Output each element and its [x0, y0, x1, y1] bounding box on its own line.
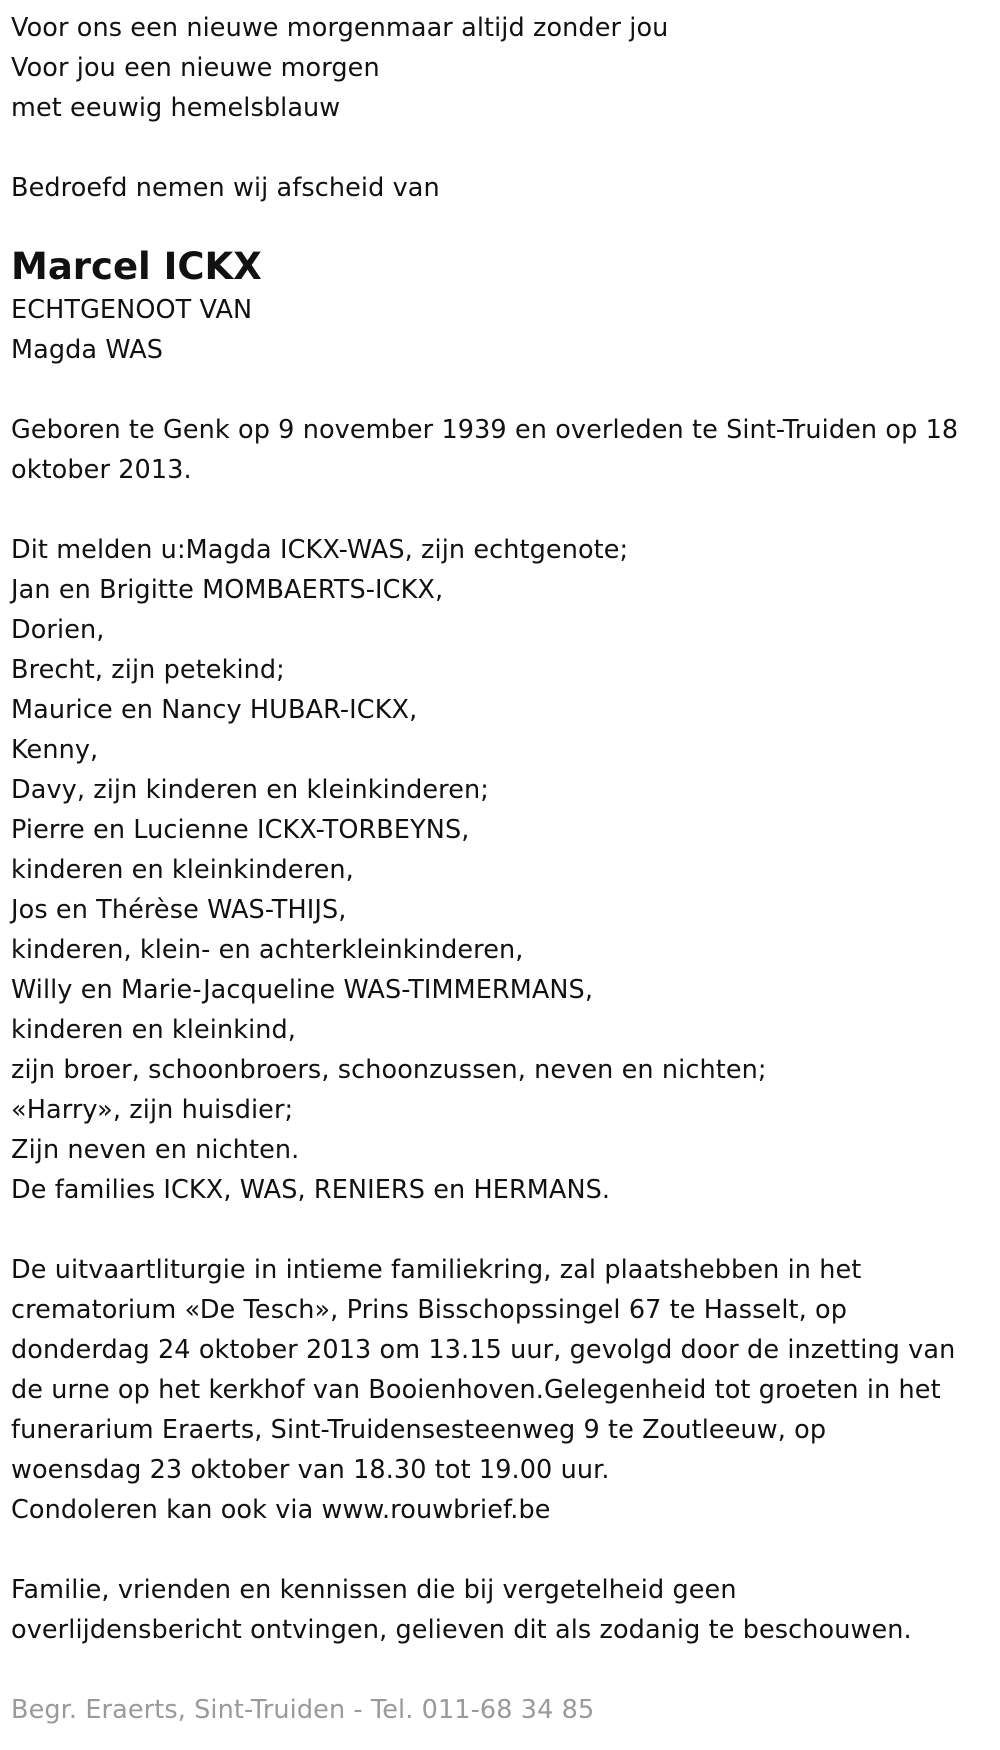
intro-text: Bedroefd nemen wij afscheid van — [11, 173, 440, 203]
family-line: «Harry», zijn huisdier; — [11, 1095, 294, 1125]
ceremony-line: De uitvaartliturgie in intieme familiekring, zal plaatshebben in het — [11, 1255, 862, 1285]
condolence-line: Condoleren kan ook via www.rouwbrief.be — [11, 1495, 551, 1525]
notice-text — [11, 1570, 989, 1650]
family-line: Willy en Marie-Jacqueline WAS-TIMMERMANS, — [11, 975, 594, 1005]
poem-line-2: Voor jou een nieuwe morgen — [11, 53, 380, 83]
spacer — [11, 1530, 989, 1570]
ceremony-line: woensdag 23 oktober van 18.30 tot 19.00 uur. — [11, 1455, 610, 1485]
poem — [11, 8, 989, 128]
ceremony-line: funerarium Eraerts, Sint-Truidensesteenweg 9 te Zoutleeuw, op — [11, 1415, 827, 1445]
family-line: kinderen en kleinkind, — [11, 1015, 297, 1045]
family-line: Maurice en Nancy HUBAR-ICKX, — [11, 695, 418, 725]
spacer — [11, 370, 989, 410]
family-line: Kenny, — [11, 735, 99, 765]
ceremony-line: de urne op het kerkhof van Booienhoven.Gelegenheid tot groeten in het — [11, 1375, 941, 1405]
family-line: Dorien, — [11, 615, 105, 645]
poem-line-1: Voor ons een nieuwe morgenmaar altijd zonder jou — [11, 13, 669, 43]
deceased-block — [11, 244, 989, 370]
family-line: Jan en Brigitte MOMBAERTS-ICKX, — [11, 575, 444, 605]
notice-line-2: overlijdensbericht ontvingen, gelieven dit als zodanig te beschouwen. — [11, 1615, 912, 1645]
birth-death-text — [11, 410, 989, 490]
birth-death-line-2: oktober 2013. — [11, 455, 192, 485]
spacer — [11, 208, 989, 242]
ceremony-text — [11, 1250, 989, 1530]
family-line: kinderen, klein- en achterkleinkinderen, — [11, 935, 524, 965]
spacer — [11, 128, 989, 168]
ceremony-line: crematorium «De Tesch», Prins Bisschopssingel 67 te Hasselt, op — [11, 1295, 848, 1325]
birth-death-line-1: Geboren te Genk op 9 november 1939 en overleden te Sint-Truiden op 18 — [11, 415, 959, 445]
family-line: kinderen en kleinkinderen, — [11, 855, 354, 885]
spacer — [11, 1210, 989, 1250]
family-line: De families ICKX, WAS, RENIERS en HERMANS. — [11, 1175, 611, 1205]
family-line: Dit melden u:Magda ICKX-WAS, zijn echtgenote; — [11, 535, 629, 565]
spacer — [11, 1650, 989, 1690]
family-line: Jos en Thérèse WAS-THIJS, — [11, 895, 347, 925]
deceased-spouse: Magda WAS — [11, 335, 164, 365]
notice-line-1: Familie, vrienden en kennissen die bij vergetelheid geen — [11, 1575, 737, 1605]
family-line: Brecht, zijn petekind; — [11, 655, 285, 685]
funeral-home-footer: Begr. Eraerts, Sint-Truiden - Tel. 011-68 34 85 — [11, 1695, 595, 1725]
family-list — [11, 530, 989, 1210]
deceased-name: Marcel ICKX — [11, 245, 262, 288]
spacer — [11, 490, 989, 530]
poem-line-3: met eeuwig hemelsblauw — [11, 93, 341, 123]
family-line: Davy, zijn kinderen en kleinkinderen; — [11, 775, 489, 805]
family-line: Zijn neven en nichten. — [11, 1135, 300, 1165]
family-line: zijn broer, schoonbroers, schoonzussen, neven en nichten; — [11, 1055, 767, 1085]
family-line: Pierre en Lucienne ICKX-TORBEYNS, — [11, 815, 470, 845]
ceremony-line: donderdag 24 oktober 2013 om 13.15 uur, gevolgd door de inzetting van — [11, 1335, 956, 1365]
deceased-relation: ECHTGENOOT VAN — [11, 295, 253, 325]
